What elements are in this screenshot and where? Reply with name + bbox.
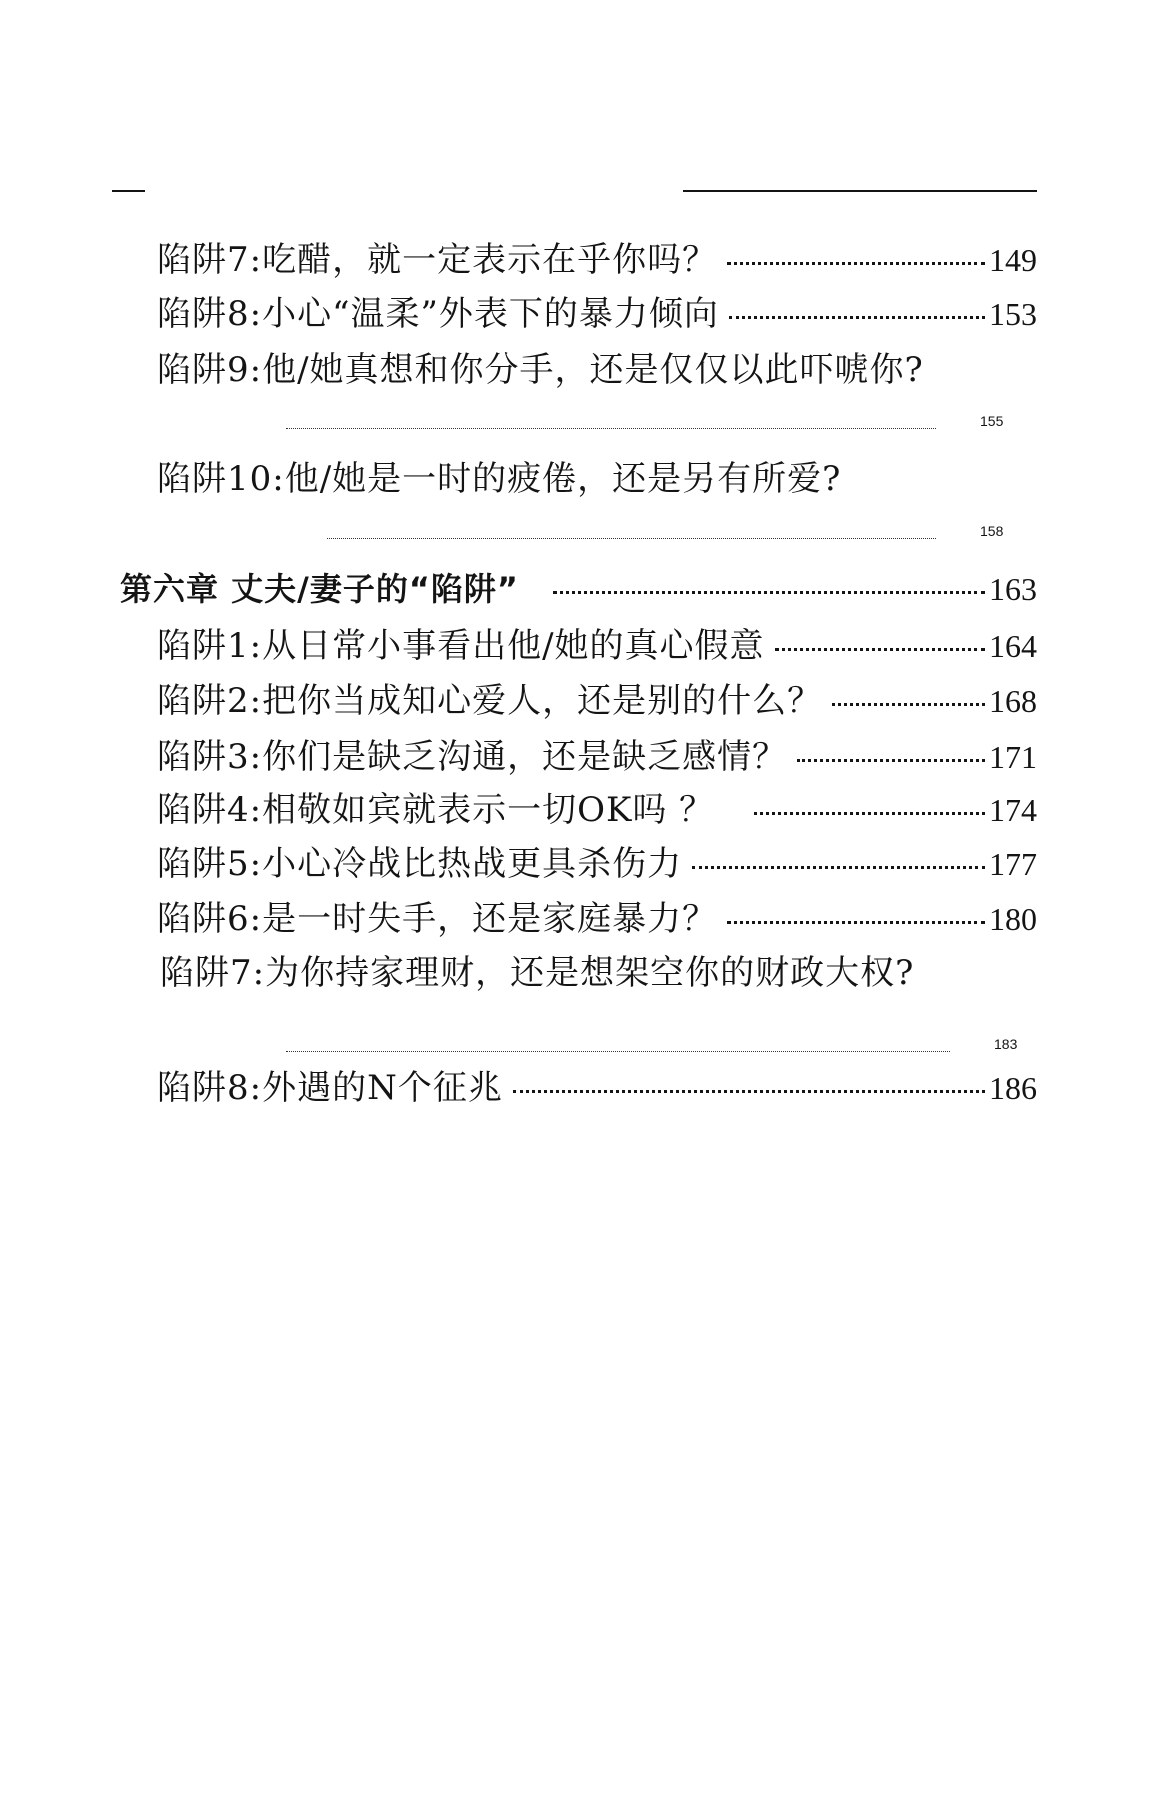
toc-entry[interactable] bbox=[157, 286, 1037, 335]
toc-entry-page: 180 bbox=[989, 901, 1037, 937]
toc-entry-leader-line bbox=[286, 1036, 1024, 1052]
chapter-page: 163 bbox=[989, 571, 1037, 607]
dot-leader bbox=[286, 1051, 950, 1052]
toc-entry-page: 174 bbox=[989, 792, 1037, 828]
toc-entry-leader-line bbox=[286, 413, 1010, 429]
toc-entry[interactable] bbox=[157, 891, 1037, 940]
dot-leader bbox=[513, 1090, 985, 1093]
toc-entry-title: 陷阱8:外遇的N个征兆 bbox=[157, 1068, 503, 1108]
toc-entry[interactable] bbox=[157, 782, 1037, 831]
toc-entry-page: 164 bbox=[989, 628, 1037, 664]
toc-entry-title: 陷阱6:是一时失手，还是家庭暴力？ bbox=[157, 899, 718, 939]
toc-entry[interactable] bbox=[157, 1060, 1037, 1109]
toc-entry-page: 186 bbox=[989, 1070, 1037, 1106]
dot-leader bbox=[286, 428, 936, 429]
header-rule-left bbox=[112, 190, 145, 192]
chapter-title: 第六章 丈夫/妻子的“陷阱” bbox=[120, 570, 519, 608]
toc-entry[interactable] bbox=[157, 232, 1037, 281]
dot-leader bbox=[832, 703, 985, 706]
toc-entry-page: 183 bbox=[994, 1036, 1018, 1052]
dot-leader bbox=[727, 262, 985, 265]
toc-entry-title[interactable]: 陷阱9:他/她真想和你分手，还是仅仅以此吓唬你? bbox=[157, 350, 924, 390]
toc-entry-leader-line bbox=[327, 523, 1010, 539]
dot-leader bbox=[775, 648, 985, 651]
toc-entry[interactable] bbox=[157, 673, 1037, 722]
dot-leader bbox=[327, 538, 936, 539]
toc-entry-page: 158 bbox=[980, 523, 1004, 539]
chapter-heading[interactable] bbox=[120, 564, 1037, 610]
toc-entry-title[interactable]: 陷阱7:为你持家理财，还是想架空你的财政大权? bbox=[160, 953, 915, 993]
toc-entry-page: 153 bbox=[989, 296, 1037, 332]
toc-entry-title[interactable]: 陷阱10:他/她是一时的疲倦，还是另有所爱? bbox=[157, 459, 842, 499]
toc-entry[interactable] bbox=[157, 836, 1037, 885]
toc-entry-title: 陷阱5:小心冷战比热战更具杀伤力 bbox=[157, 844, 683, 884]
dot-leader bbox=[692, 866, 985, 869]
dot-leader bbox=[754, 812, 985, 815]
toc-entry-title: 陷阱8:小心“温柔”外表下的暴力倾向 bbox=[157, 294, 719, 334]
dot-leader bbox=[797, 759, 985, 762]
toc-entry-title: 陷阱7:吃醋，就一定表示在乎你吗？ bbox=[157, 240, 718, 280]
toc-entry-page: 177 bbox=[989, 846, 1037, 882]
toc-entry-page: 149 bbox=[989, 242, 1037, 278]
header-rule-right bbox=[683, 190, 1037, 192]
toc-entry-title: 陷阱4:相敬如宾就表示一切OK吗 ？ bbox=[157, 790, 715, 830]
dot-leader bbox=[553, 591, 985, 594]
toc-entry-title: 陷阱2:把你当成知心爱人，还是别的什么？ bbox=[157, 681, 823, 721]
toc-entry-title: 陷阱1:从日常小事看出他/她的真心假意 bbox=[157, 626, 765, 666]
dot-leader bbox=[727, 921, 985, 924]
toc-entry-page: 155 bbox=[980, 413, 1004, 429]
toc-entry[interactable] bbox=[157, 618, 1037, 667]
toc-entry[interactable] bbox=[157, 729, 1037, 778]
toc-entry-page: 168 bbox=[989, 683, 1037, 719]
toc-entry-page: 171 bbox=[989, 739, 1037, 775]
dot-leader bbox=[729, 316, 985, 319]
toc-entry-title: 陷阱3:你们是缺乏沟通，还是缺乏感情？ bbox=[157, 737, 788, 777]
